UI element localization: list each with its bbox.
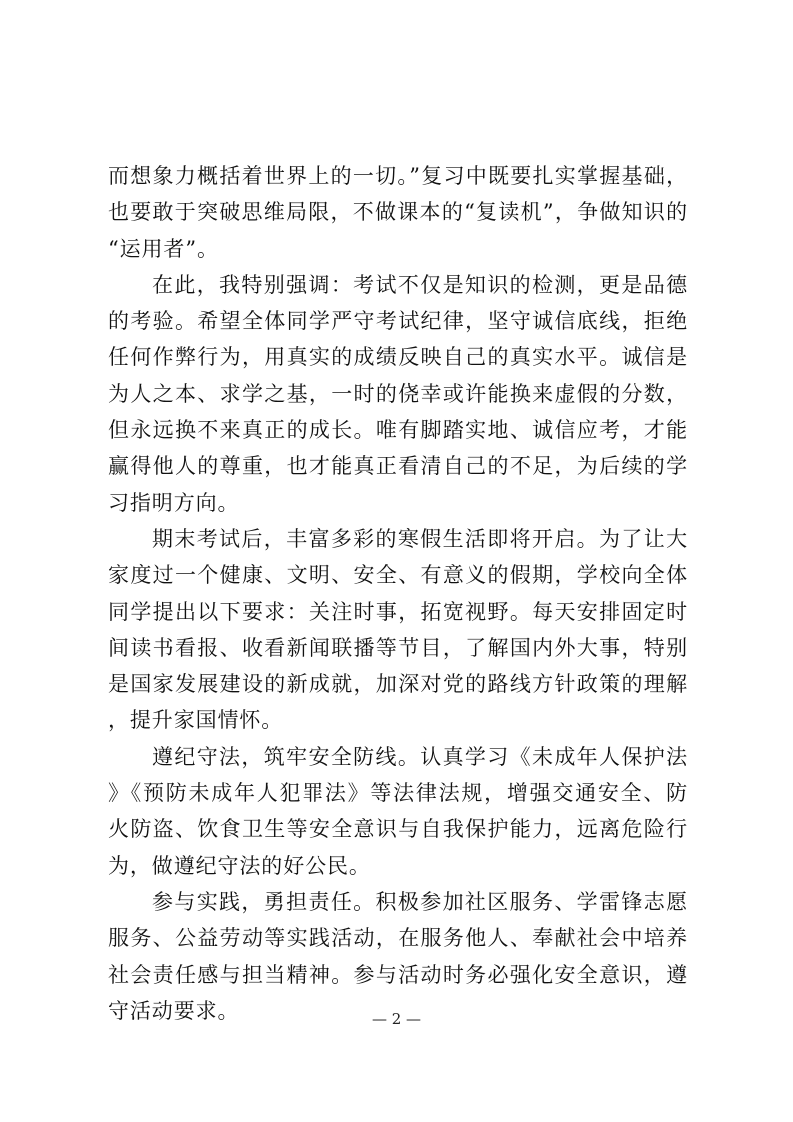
paragraph-practice: 参与实践，勇担责任。积极参加社区服务、学雷锋志愿服务、公益劳动等实践活动，在服务他人、奉献社会中培养社会责任感与担当精神。参与活动时务必强化安全意识，遵守活动要求。 [108, 889, 688, 1023]
paragraph-continuation: 而想象力概括着世界上的一切。”复习中既要扎实掌握基础，也要敢于突破思维局限，不做课本的“复读机”，争做知识的“运用者”。 [108, 164, 688, 261]
body-text [108, 158, 688, 1029]
paragraph-winter-break: 期末考试后，丰富多彩的寒假生活即将开启。为了让大家度过一个健康、文明、安全、有意义的假期，学校向全体同学提出以下要求：关注时事，拓宽视野。每天安排固定时间读书看报、收看新闻联播等节目，了解国内外大事，特别是国家发展建设的新成就，加深对党的路线方针政策的理解，提升家国情怀。 [108, 526, 688, 733]
page-number: — 2 — [371, 1010, 422, 1028]
paragraph-integrity: 在此，我特别强调：考试不仅是知识的检测，更是品德的考验。希望全体同学严守考试纪律，坚守诚信底线，拒绝任何作弊行为，用真实的成绩反映自己的真实水平。诚信是为人之本、求学之基，一时的侥幸或许能换来虚假的分数，但永远换不来真正的成长。唯有脚踏实地、诚信应考，才能赢得他人的尊重，也才能真正看清自己的不足，为后续的学习指明方向。 [108, 272, 688, 515]
paragraph-law: 遵纪守法，筑牢安全防线。认真学习《未成年人保护法》《预防未成年人犯罪法》等法律法规，增强交通安全、防火防盗、饮食卫生等安全意识与自我保护能力，远离危险行为，做遵纪守法的好公民。 [108, 744, 688, 878]
